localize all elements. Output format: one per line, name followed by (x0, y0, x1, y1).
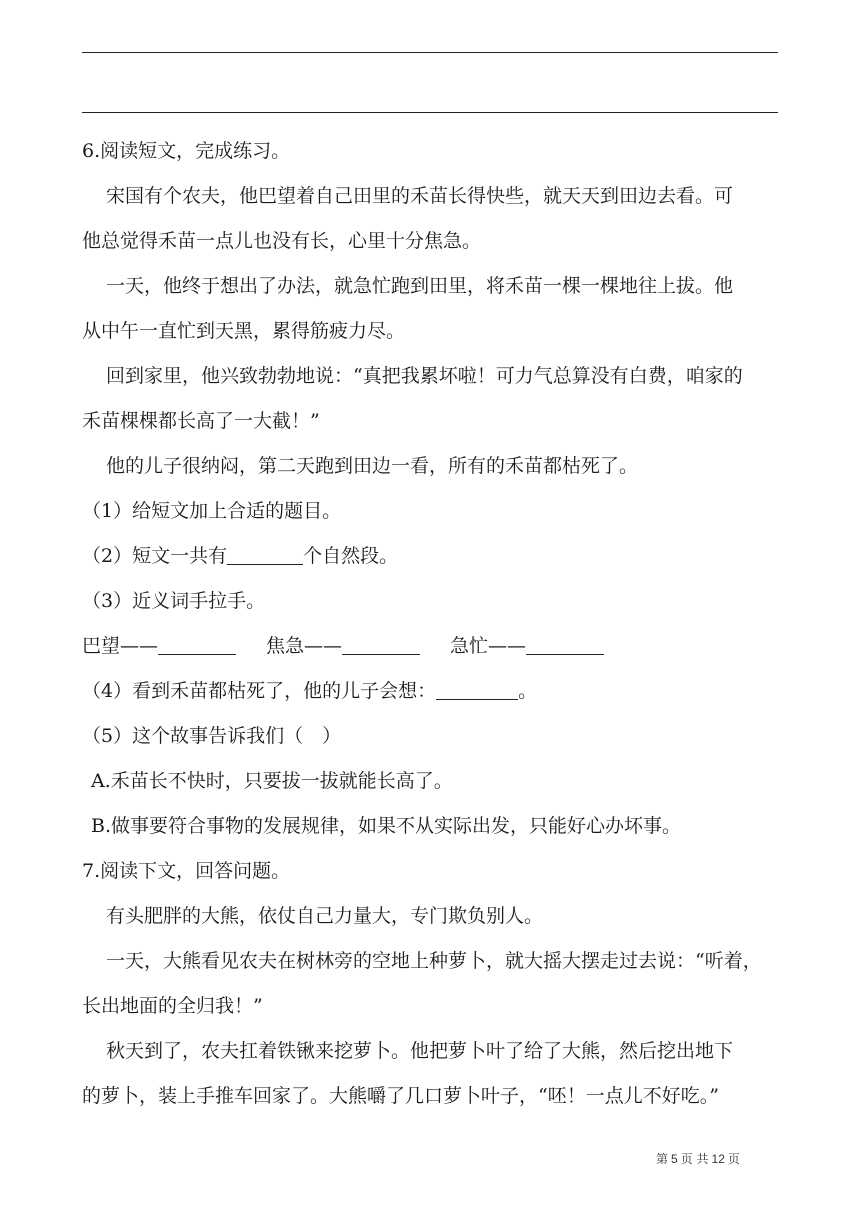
question-7-title: 7.阅读下文，回答问题。 (82, 860, 291, 882)
q6-paragraph-1-line-2: 他总觉得禾苗一点儿也没有长，心里十分焦急。 (82, 230, 482, 252)
total-page-number: 12 (711, 1152, 725, 1166)
current-page-number: 5 (671, 1152, 678, 1166)
q6-paragraph-3-line-2: 禾苗棵棵都长高了一大截！” (82, 410, 320, 432)
page-footer (656, 1150, 740, 1167)
footer-prefix: 第 (656, 1152, 669, 1166)
q7-paragraph-1: 有头肥胖的大熊，依仗自己力量大，专门欺负别人。 (106, 905, 544, 927)
q6-s4-text-after: 。 (518, 680, 538, 702)
footer-middle: 页 共 (680, 1152, 709, 1166)
synonym-3-blank[interactable] (526, 634, 604, 655)
q6-paragraph-3-line-1: 回到家里，他兴致勃勃地说：“真把我累坏啦！可力气总算没有白费，咱家的 (106, 365, 743, 387)
q7-paragraph-3-line-1: 秋天到了，农夫扛着铁锹来挖萝卜。他把萝卜叶了给了大熊，然后挖出地下 (106, 1040, 734, 1062)
q6-s4-text-before: （4）看到禾苗都枯死了，他的儿子会想： (82, 680, 437, 702)
q6-s2-text-after: 个自然段。 (303, 545, 399, 567)
q6-sub-question-5: （5）这个故事告诉我们（ ） (82, 725, 342, 747)
answer-line-2 (82, 112, 778, 113)
footer-suffix: 页 (727, 1152, 740, 1166)
synonym-2-label: 焦急—— (266, 635, 343, 657)
q6-sub-question-3: （3）近义词手拉手。 (82, 590, 266, 612)
q6-paragraph-2-line-2: 从中午一直忙到天黑，累得筋疲力尽。 (82, 320, 406, 342)
q6-paragraph-2-line-1: 一天，他终于想出了办法，就急忙跑到田里，将禾苗一棵一棵地往上拔。他 (106, 275, 734, 297)
synonym-row (82, 633, 782, 659)
question-6-title: 6.阅读短文，完成练习。 (82, 140, 291, 162)
q6-paragraph-1-line-1: 宋国有个农夫，他巴望着自己田里的禾苗长得快些，就天天到田边去看。可 (106, 185, 734, 207)
q6-s2-text-before: （2）短文一共有 (82, 545, 228, 567)
son-thought-blank[interactable] (436, 679, 518, 700)
q7-paragraph-2-line-1: 一天，大熊看见农夫在树林旁的空地上种萝卜，就大摇大摆走过去说：“听着， (106, 950, 762, 972)
option-a[interactable]: A.禾苗长不快时，只要拔一拔就能长高了。 (91, 770, 453, 792)
synonym-3-label: 急忙—— (450, 635, 527, 657)
q6-paragraph-4: 他的儿子很纳闷，第二天跑到田边一看，所有的禾苗都枯死了。 (106, 455, 639, 477)
answer-line-1 (82, 52, 778, 53)
option-b[interactable]: B.做事要符合事物的发展规律，如果不从实际出发，只能好心办坏事。 (91, 815, 682, 837)
q7-paragraph-2-line-2: 长出地面的全归我！” (82, 995, 263, 1017)
q7-paragraph-3-line-2: 的萝卜，装上手推车回家了。大熊嚼了几口萝卜叶子，“呸！一点儿不好吃。” (82, 1085, 719, 1107)
paragraph-count-blank[interactable] (227, 544, 303, 565)
q6-sub-question-4 (82, 678, 782, 704)
q6-sub-question-1: （1）给短文加上合适的题目。 (82, 500, 342, 522)
synonym-1-blank[interactable] (158, 634, 236, 655)
q6-sub-question-2 (82, 543, 782, 569)
synonym-1-label: 巴望—— (82, 635, 159, 657)
synonym-2-blank[interactable] (342, 634, 420, 655)
